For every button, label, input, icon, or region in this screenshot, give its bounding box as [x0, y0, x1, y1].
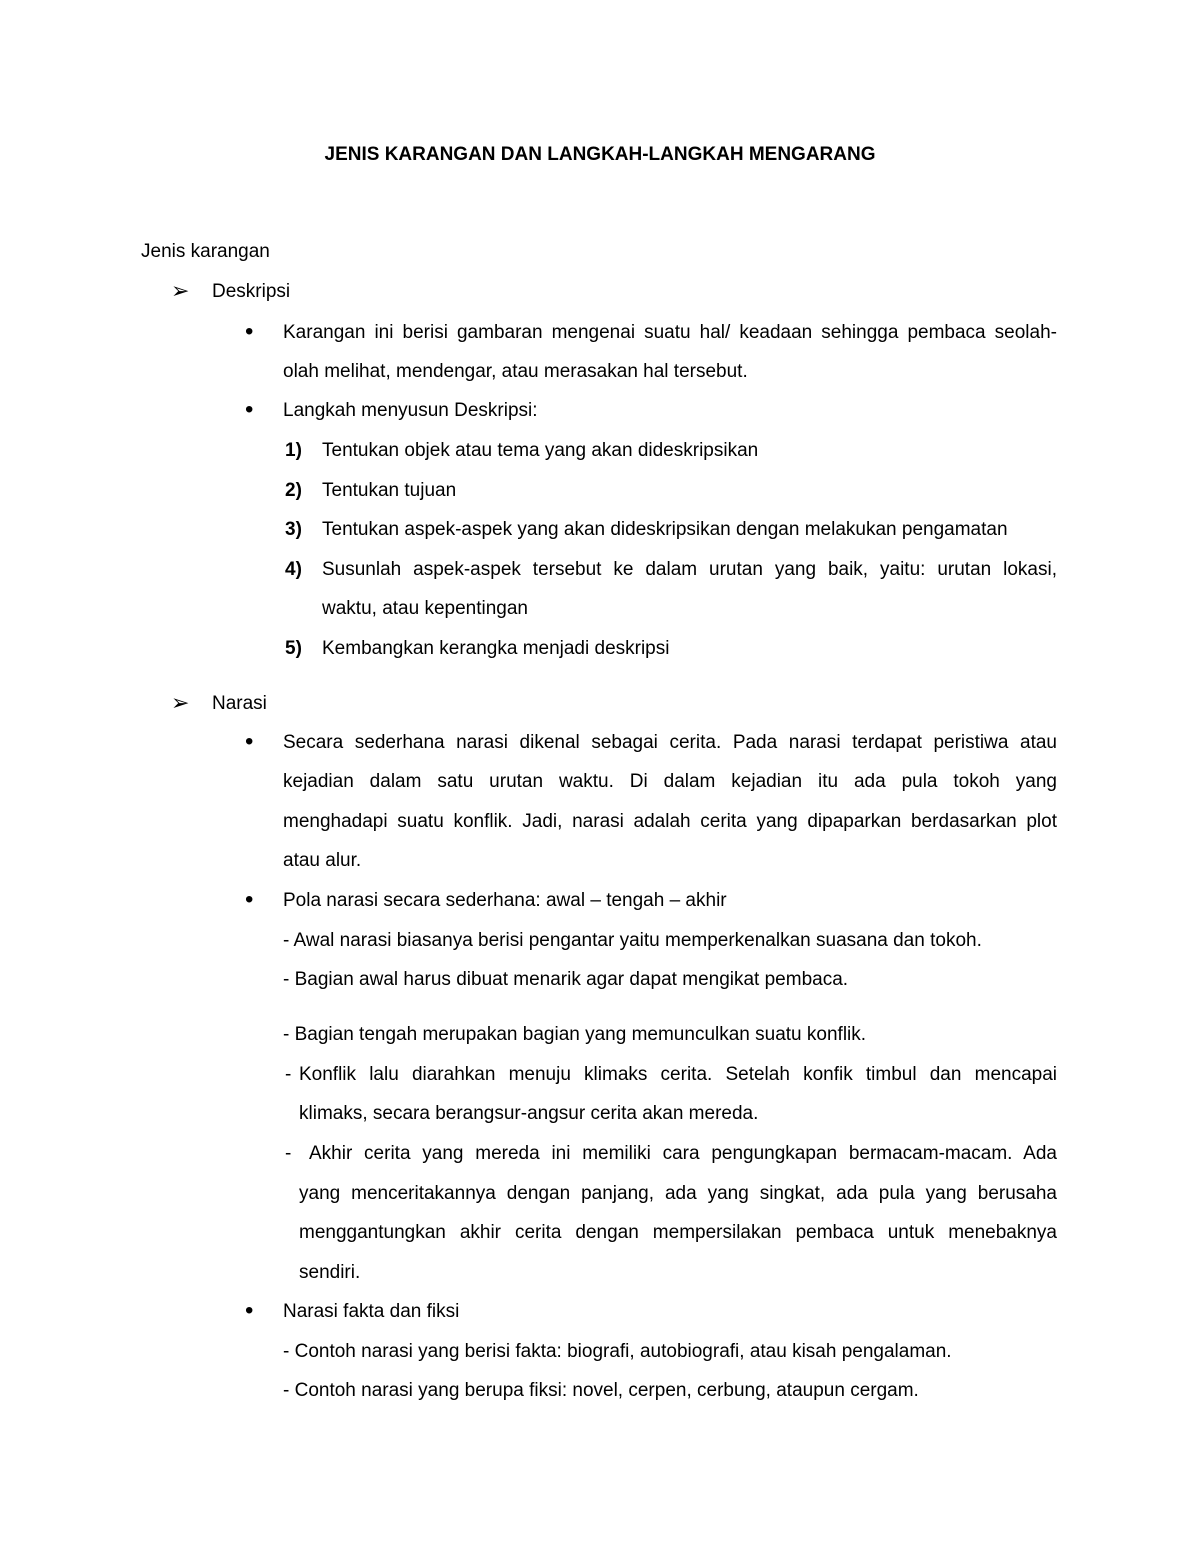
bullet-dot-icon: • — [245, 1297, 254, 1324]
step-text: Tentukan tujuan — [322, 480, 457, 501]
narasi-bullet2-heading: Pola narasi secara sederhana: awal – tengah – akhir — [283, 890, 727, 911]
narasi-bullet1-line1: Secara sederhana narasi dikenal sebagai cerita. Pada narasi terdapat peristiwa atau — [283, 732, 1057, 753]
step-number: 2) — [285, 480, 302, 501]
deskripsi-bullet2: Langkah menyusun Deskripsi: — [283, 400, 538, 421]
narasi-bullet3-detail: - Contoh narasi yang berupa fiksi: novel, cerpen, cerbung, ataupun cergam. — [283, 1380, 919, 1401]
section-heading: Jenis karangan — [141, 241, 270, 262]
narasi-bullet1-line4: atau alur. — [283, 850, 362, 871]
narasi-bullet2-detail: - Awal narasi biasanya berisi pengantar yaitu memperkenalkan suasana dan tokoh. — [283, 930, 982, 951]
bullet-dot-icon: • — [245, 318, 254, 345]
step-number: 4) — [285, 559, 302, 580]
narasi-bullet1-line2: kejadian dalam satu urutan waktu. Di dalam kejadian itu ada pula tokoh yang — [283, 771, 1057, 792]
step-text: Kembangkan kerangka menjadi deskripsi — [322, 638, 670, 659]
arrow-bullet-icon: ➢ — [171, 690, 190, 715]
deskripsi-heading: Deskripsi — [212, 281, 291, 302]
narasi-bullet2-detail: Akhir cerita yang mereda ini memiliki cara pengungkapan bermacam-macam. Ada — [309, 1143, 1057, 1164]
narasi-bullet2-detail: Konflik lalu diarahkan menuju klimaks cerita. Setelah konfik timbul dan mencapai — [299, 1064, 1057, 1085]
narasi-heading: Narasi — [212, 693, 267, 714]
step-number: 1) — [285, 440, 302, 461]
arrow-bullet-icon: ➢ — [171, 278, 190, 303]
document-title: JENIS KARANGAN DAN LANGKAH-LANGKAH MENGARANG — [324, 144, 876, 165]
narasi-bullet3-heading: Narasi fakta dan fiksi — [283, 1301, 460, 1322]
step-number: 5) — [285, 638, 302, 659]
narasi-bullet2-detail: - Bagian tengah merupakan bagian yang memunculkan suatu konflik. — [283, 1024, 867, 1045]
step-text-continued: waktu, atau kepentingan — [322, 598, 528, 619]
step-text: Tentukan objek atau tema yang akan dideskripsikan — [322, 440, 759, 461]
step-number: 3) — [285, 519, 302, 540]
bullet-dot-icon: • — [245, 886, 254, 913]
deskripsi-bullet1-line1: Karangan ini berisi gambaran mengenai suatu hal/ keadaan sehingga pembaca seolah- — [283, 322, 1057, 343]
narasi-bullet3-detail: - Contoh narasi yang berisi fakta: biografi, autobiografi, atau kisah pengalaman. — [283, 1341, 952, 1362]
dash-marker: - — [285, 1064, 292, 1085]
bullet-dot-icon: • — [245, 728, 254, 755]
narasi-bullet2-detail-continued: menggantungkan akhir cerita dengan mempersilakan pembaca untuk menebaknya — [299, 1222, 1057, 1243]
deskripsi-bullet1-line2: olah melihat, mendengar, atau merasakan hal tersebut. — [283, 361, 748, 382]
bullet-dot-icon: • — [245, 396, 254, 423]
step-text: Tentukan aspek-aspek yang akan dideskripsikan dengan melakukan pengamatan — [322, 519, 1008, 540]
narasi-bullet2-detail-continued: sendiri. — [299, 1262, 361, 1283]
narasi-bullet2-detail-continued: yang menceritakannya dengan panjang, ada yang singkat, ada pula yang berusaha — [299, 1183, 1057, 1204]
narasi-bullet2-detail-continued: klimaks, secara berangsur-angsur cerita akan mereda. — [299, 1103, 759, 1124]
step-text: Susunlah aspek-aspek tersebut ke dalam urutan yang baik, yaitu: urutan lokasi, — [322, 559, 1057, 580]
dash-marker: - — [285, 1143, 292, 1164]
narasi-bullet1-line3: menghadapi suatu konflik. Jadi, narasi adalah cerita yang dipaparkan berdasarkan plot — [283, 811, 1057, 832]
narasi-bullet2-detail: - Bagian awal harus dibuat menarik agar dapat mengikat pembaca. — [283, 969, 849, 990]
